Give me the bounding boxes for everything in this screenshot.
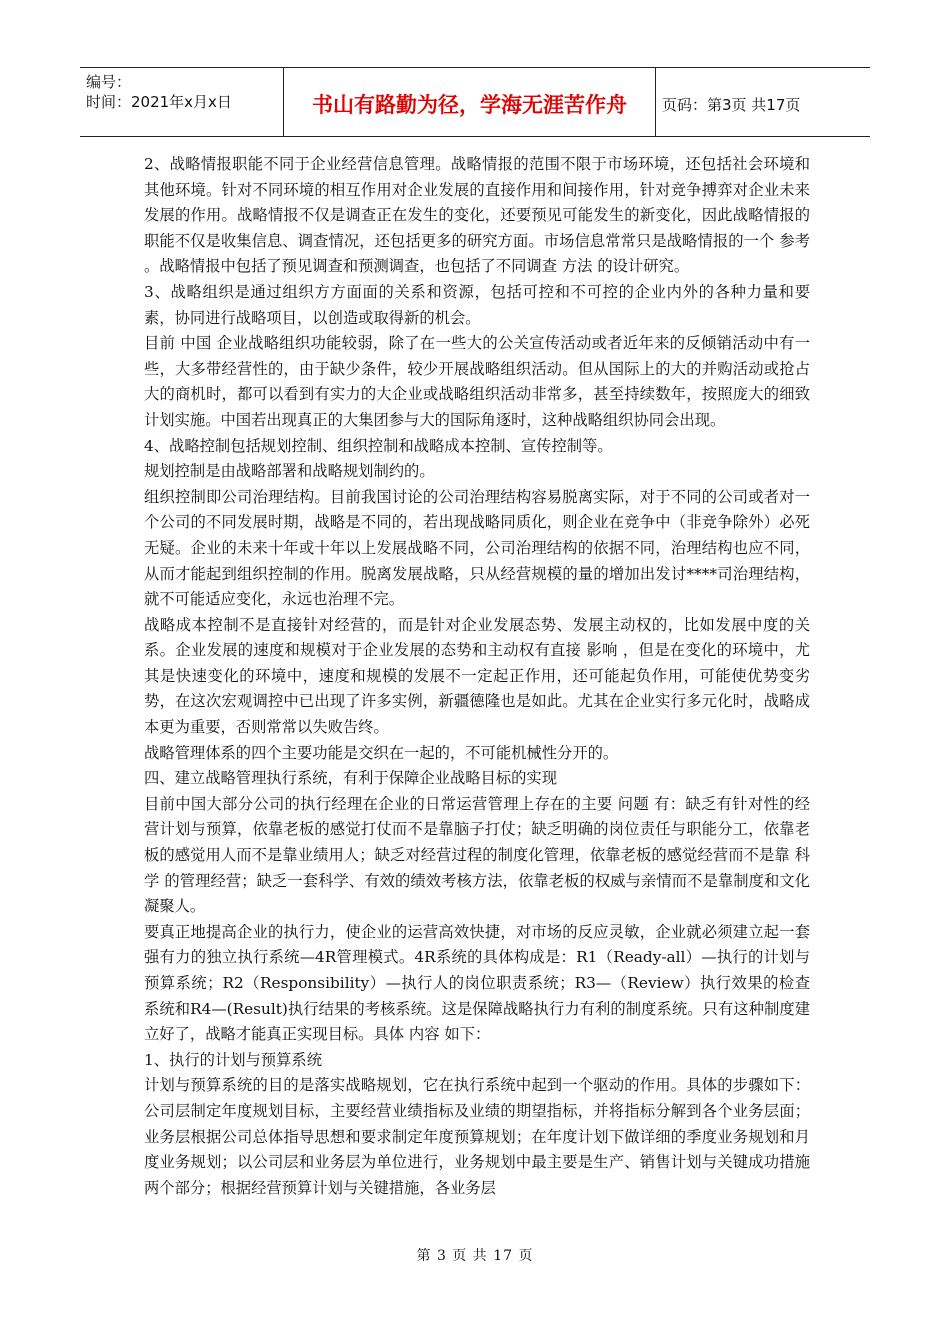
paragraph: 要真正地提高企业的执行力，使企业的运营高效快捷，对市场的反应灵敏，企业就必须建立起一套强有力的独立执行系统—4R管理模式。4R系统的具体构成是：R1（Ready-all）—执行的计划与预算系统；R2（Responsibility）—执行人的岗位职责系统；R3—（Review）执行效果的检查系统和R4—(Result)执行结果的考核系统。这是保障战略执行力有利的制度系统。只有这种制度建立好了，战略才能真正实现目标。具体 内容 如下： [144, 922, 810, 1044]
paragraph: 规划控制是由战略部署和战略规划制约的。 [144, 462, 435, 481]
date-label: 时间：2021年x月x日 [86, 93, 232, 111]
document-body [144, 152, 810, 1201]
header-meta [80, 68, 284, 136]
paragraph: 2、战略情报职能不同于企业经营信息管理。战略情报的范围不限于市场环境，还包括社会环境和其他环境。针对不同环境的相互作用对企业发展的直接作用和间接作用，针对竞争搏弈对企业未来发展的作用。战略情报不仅是调查正在发生的变化，还要预见可能发生的新变化，因此战略情报的职能不仅是收集信息、调查情况，还包括更多的研究方面。市场信息常常只是战略情报的一个 参考 。战略情报中包括了预见调查和预测调查，也包括了不同调查 方法 的设计研究。 [144, 155, 810, 276]
paragraph: 战略管理体系的四个主要功能是交织在一起的，不可能机械性分开的。 [144, 743, 619, 762]
paragraph: 战略成本控制不是直接针对经营的，而是针对企业发展态势、发展主动权的，比如发展中度的关系。企业发展的速度和规模对于企业发展的态势和主动权有直接 影响 ，但是在变化的环境中，尤其是快速变化的环境中，速度和规模的发展不一定起正作用，还可能起负作用，可能使优势变劣势，在这次宏观调控中已出现了许多实例，新疆德隆也是如此。尤其在企业实行多元化时，战略成本更为重要，否则常常以失败告终。 [144, 615, 810, 737]
page-header [80, 67, 870, 137]
page-footer: 第 3 页 共 17 页 [416, 1248, 534, 1264]
section-heading: 四、建立战略管理执行系统，有利于保障企业战略目标的实现 [144, 769, 558, 788]
header-motto: 书山有路勤为径，学海无涯苦作舟 [284, 68, 656, 136]
number-label: 编号： [86, 73, 132, 91]
paragraph: 3、战略组织是通过组织方方面面的关系和资源，包括可控和不可控的企业内外的各种力量和要素，协同进行战略项目，以创造或取得新的机会。 [144, 282, 810, 327]
paragraph: 目前 中国 企业战略组织功能较弱，除了在一些大的公关宣传活动或者近年来的反倾销活动中有一些，大多带经营性的，由于缺少条件，较少开展战略组织活动。但从国际上的大的并购活动或抢占大的商机时，都可以看到有实力的大企业或战略组织活动非常多，甚至持续数年，按照庞大的细致计划实施。中国若出现真正的大集团参与大的国际角逐时，这种战略组织协同会出现。 [144, 334, 810, 429]
paragraph: 4、战略控制包括规划控制、组织控制和战略成本控制、宣传控制等。 [144, 436, 613, 455]
paragraph: 组织控制即公司治理结构。目前我国讨论的公司治理结构容易脱离实际，对于不同的公司或者对一个公司的不同发展时期，战略是不同的，若出现战略同质化，则企业在竞争中（非竞争除外）必死无疑。企业的未来十年或十年以上发展战略不同，公司治理结构的依据不同，治理结构也应不同，从而才能起到组织控制的作用。脱离发展战略，只从经营规模的量的增加出发讨****司治理结构，就不可能适应变化，永远也治理不完。 [144, 487, 810, 609]
subsection-heading: 1、执行的计划与预算系统 [144, 1050, 322, 1069]
paragraph: 计划与预算系统的目的是落实战略规划，它在执行系统中起到一个驱动的作用。具体的步骤如下：公司层制定年度规划目标，主要经营业绩指标及业绩的期望指标，并将指标分解到各个业务层面；业务层根据公司总体指导思想和要求制定年度预算规划；在年度计划下做详细的季度业务规划和月度业务规划；以公司层和业务层为单位进行，业务规划中最主要是生产、销售计划与关键成功措施两个部分；根据经营预算计划与关键措施，各业务层 [144, 1076, 810, 1197]
header-page-info: 页码：第3页 共17页 [662, 95, 801, 114]
paragraph: 目前中国大部分公司的执行经理在企业的日常运营管理上存在的主要 问题 有：缺乏有针对性的经营计划与预算，依靠老板的感觉打仗而不是靠脑子打仗；缺乏明确的岗位责任与职能分工，依靠老板的感觉用人而不是靠业绩用人；缺乏对经营过程的制度化管理，依靠老板的感觉经营而不是靠 科学 的管理经营；缺乏一套科学、有效的绩效考核方法，依靠老板的权威与亲情而不是靠制度和文化凝聚人。 [144, 794, 810, 916]
